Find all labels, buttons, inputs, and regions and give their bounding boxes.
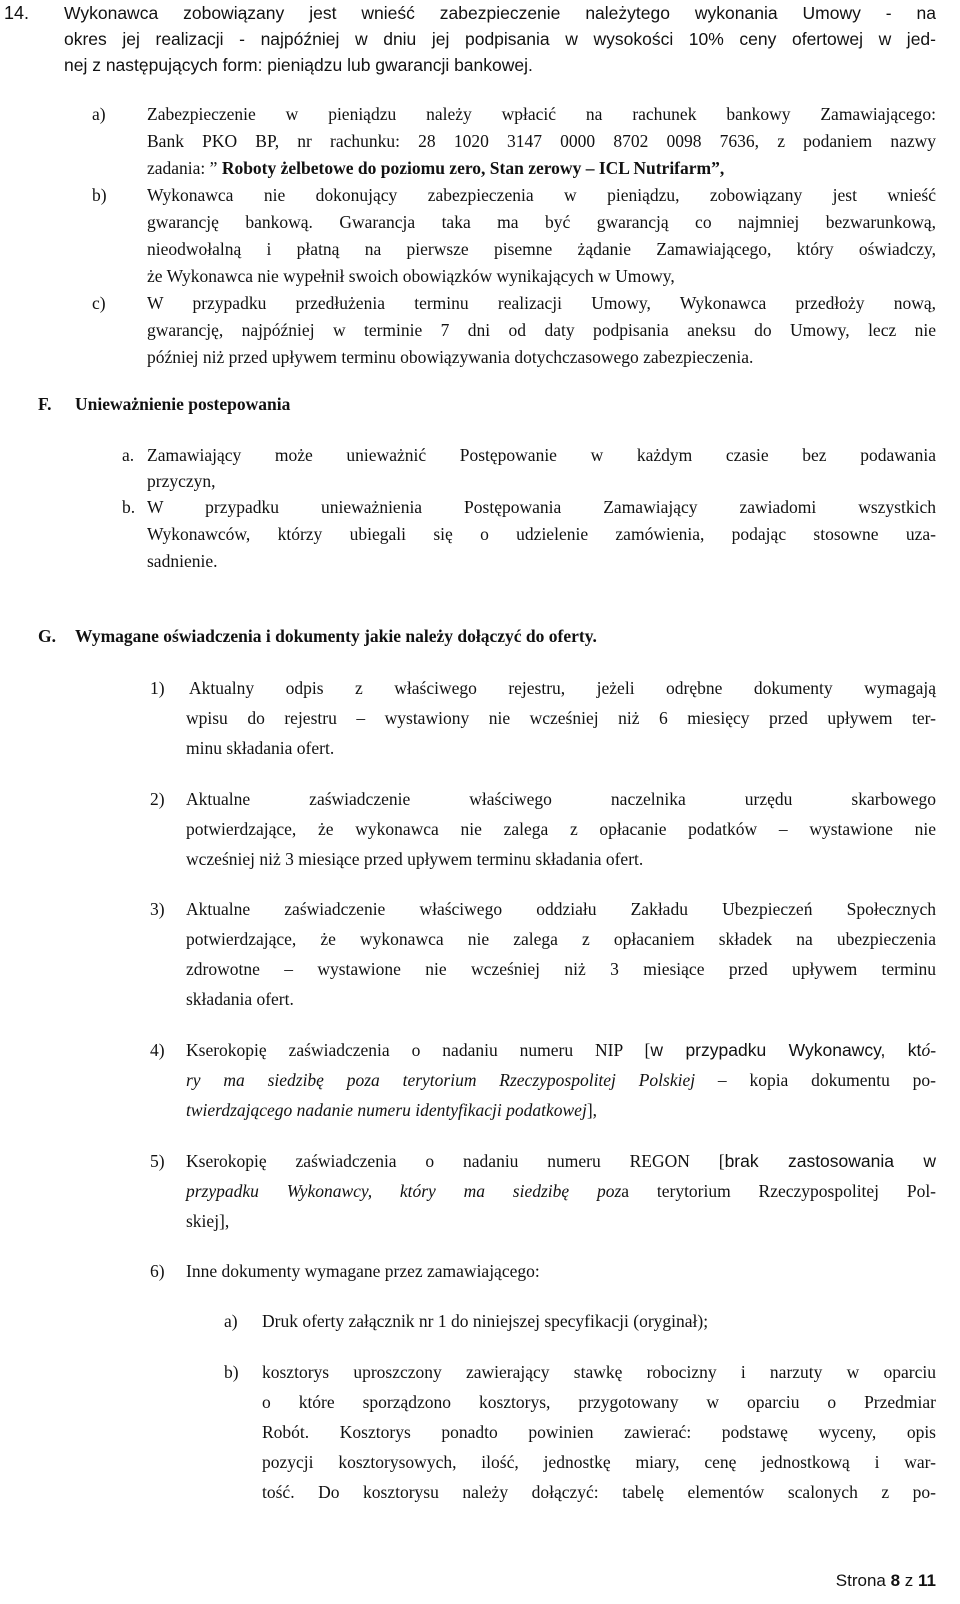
item-14-a-line-1: Zabezpieczenie w pieniądzu należy wpłacić na rachunek bankowy Zamawiającego:	[147, 104, 936, 124]
section-f-b-line-2: Wykonawców, którzy ubiegali się o udzielenie zamówienia, podając stosowne uza-	[147, 524, 936, 544]
section-g-4-line-1-sans: w przypadku Wykonawcy, kt	[650, 1040, 922, 1060]
item-14-b-line-2: gwarancję bankową. Gwarancja taka ma być gwarancją co najmniej bezwarunkową,	[147, 212, 936, 232]
section-f-title: Unieważnienie postepowania	[75, 394, 291, 414]
section-g-1-line-1: Aktualny odpis z właściwego rejestru, jeżeli odrębne dokumenty wymagają	[189, 678, 936, 698]
item-14-a-label: a)	[92, 104, 106, 124]
section-g-5-line-1-text: Kserokopię zaświadczenia o nadaniu numeru REGON [	[186, 1151, 725, 1171]
section-g-2-label: 2)	[150, 789, 165, 809]
section-g-3-line-3: zdrowotne – wystawione nie wcześniej niż 3 miesiące przed upływem terminu	[186, 959, 936, 979]
section-f-a-line-2: przyczyn,	[147, 471, 216, 491]
section-g-6-b-label: b)	[224, 1362, 239, 1382]
item-14-b-line-3: nieodwołalną i płatną na pierwsze pisemne żądanie Zamawiającego, który oświadczy,	[147, 239, 936, 259]
section-g-6-b-line-1: kosztorys uproszczony zawierający stawkę robocizny i narzuty w oparciu	[262, 1362, 936, 1382]
section-g-2-line-2: potwierdzające, że wykonawca nie zalega z opłacanie podatków – wystawione nie	[186, 819, 936, 839]
section-g-3-label: 3)	[150, 899, 165, 919]
section-g-3-line-2: potwierdzające, że wykonawca nie zalega z opłacaniem składek na ubezpieczenia	[186, 929, 936, 949]
section-g-4-line-3-text: ],	[586, 1100, 598, 1120]
section-f-letter: F.	[38, 394, 52, 414]
item-14-number: 14.	[4, 3, 30, 23]
section-f-b-label: b.	[122, 497, 136, 517]
section-g-4-line-2-text: – kopia dokumentu po-	[695, 1070, 936, 1090]
item-14-line-2: okres jej realizacji - najpóźniej w dniu jej podpisania w wysokości 10% ceny ofertowej w jed-	[64, 29, 936, 49]
section-g-6-b-line-2: o które sporządzono kosztorys, przygotowany w oparciu o Przedmiar	[262, 1392, 936, 1412]
section-f-b-line-3: sadnienie.	[147, 551, 218, 571]
footer-prefix: Strona	[835, 1571, 891, 1590]
section-g-6-a-line-1: Druk oferty załącznik nr 1 do niniejszej specyfikacji (oryginał);	[262, 1311, 709, 1331]
item-14-c-line-3: później niż przed upływem terminu obowiązywania dotychczasowego zabezpieczenia.	[147, 347, 754, 367]
item-14-c-line-2: gwarancję, najpóźniej w terminie 7 dni od daty podpisania aneksu do Umowy, lecz nie	[147, 320, 936, 340]
section-g-5-line-1	[186, 1148, 936, 1174]
item-14-a-line-2: Bank PKO BP, nr rachunku: 28 1020 3147 0000 8702 0098 7636, z podaniem nazwy	[147, 131, 936, 151]
section-g-5-line-3: skiej],	[186, 1211, 230, 1231]
section-g-4-line-1-italic: ó-	[921, 1040, 937, 1060]
section-g-6-line-1: Inne dokumenty wymagane przez zamawiającego:	[186, 1261, 540, 1281]
section-f-b-line-1: W przypadku unieważnienia Postępowania Zamawiający zawiadomi wszystkich	[147, 497, 936, 517]
section-g-1-label: 1)	[150, 678, 165, 698]
footer-page-total: 11	[918, 1571, 936, 1590]
section-g-4-line-1	[186, 1037, 936, 1063]
item-14-a-line-3	[147, 155, 724, 181]
section-g-4-line-3-italic: twierdzającego nadanie numeru identyfikacji podatkowej	[186, 1100, 587, 1120]
item-14-c-line-1: W przypadku przedłużenia terminu realizacji Umowy, Wykonawca przedłoży nową,	[147, 293, 936, 313]
section-g-3-line-4: składania ofert.	[186, 989, 294, 1009]
section-g-4-label: 4)	[150, 1040, 165, 1060]
section-g-title: Wymagane oświadczenia i dokumenty jakie należy dołączyć do oferty.	[75, 626, 597, 646]
item-14-a-task-name: Roboty żelbetowe do poziomu zero, Stan zerowy – ICL Nutrifarm”,	[221, 158, 725, 178]
section-g-4-line-1-text: Kserokopię zaświadczenia o nadaniu numeru NIP [	[186, 1040, 651, 1060]
section-g-3-line-1: Aktualne zaświadczenie właściwego oddziału Zakładu Ubezpieczeń Społecznych	[186, 899, 936, 919]
item-14-line-3: nej z następujących form: pieniądzu lub gwarancji bankowej.	[64, 55, 533, 75]
section-g-5-line-2-italic: przypadku Wykonawcy, który ma siedzibę poz	[186, 1181, 622, 1201]
item-14-a-line-3-lead: zadania: ”	[147, 158, 218, 178]
section-f-a-line-1: Zamawiający może unieważnić Postępowanie w każdym czasie bez podawania	[147, 445, 936, 465]
item-14-c-label: c)	[92, 293, 106, 313]
section-g-6-b-line-4: pozycji kosztorysowych, ilość, jednostkę miary, cenę jednostkową i war-	[262, 1452, 936, 1472]
section-g-6-b-line-5: tość. Do kosztorysu należy dołączyć: tabelę elementów scalonych z po-	[262, 1482, 936, 1502]
section-g-6-b-line-3: Robót. Kosztorys ponadto powinien zawierać: podstawę wyceny, opis	[262, 1422, 936, 1442]
section-g-2-line-1: Aktualne zaświadczenie właściwego naczelnika urzędu skarbowego	[186, 789, 936, 809]
section-g-5-line-1-sans: brak zastosowania w	[724, 1151, 936, 1171]
section-g-6-label: 6)	[150, 1261, 165, 1281]
section-f-a-label: a.	[122, 445, 135, 465]
item-14-b-line-4: że Wykonawca nie wypełnił swoich obowiązków wynikających w Umowy,	[147, 266, 675, 286]
section-g-1-line-2: wpisu do rejestru – wystawiony nie wcześniej niż 6 miesięcy przed upływem ter-	[186, 708, 936, 728]
footer-separator: z	[900, 1571, 919, 1590]
section-g-2-line-3: wcześniej niż 3 miesiące przed upływem terminu składania ofert.	[186, 849, 644, 869]
section-g-5-label: 5)	[150, 1151, 165, 1171]
item-14-b-line-1: Wykonawca nie dokonujący zabezpieczenia w pieniądzu, zobowiązany jest wnieść	[147, 185, 936, 205]
footer-page-number: 8	[890, 1571, 901, 1590]
section-g-4-line-2	[186, 1067, 936, 1093]
section-g-5-line-2	[186, 1178, 936, 1204]
section-g-4-line-3	[186, 1097, 597, 1123]
item-14-line-1: Wykonawca zobowiązany jest wnieść zabezpieczenie należytego wykonania Umowy - na	[64, 3, 936, 23]
section-g-6-a-label: a)	[224, 1311, 238, 1331]
section-g-4-line-2-italic: ry ma siedzibę poza terytorium Rzeczypospolitej Polskiej	[186, 1070, 696, 1090]
section-g-letter: G.	[38, 626, 56, 646]
item-14-b-label: b)	[92, 185, 107, 205]
section-g-5-line-2-text: a terytorium Rzeczypospolitej Pol-	[621, 1181, 937, 1201]
section-g-1-line-3: minu składania ofert.	[186, 738, 335, 758]
page-footer	[836, 1568, 936, 1594]
